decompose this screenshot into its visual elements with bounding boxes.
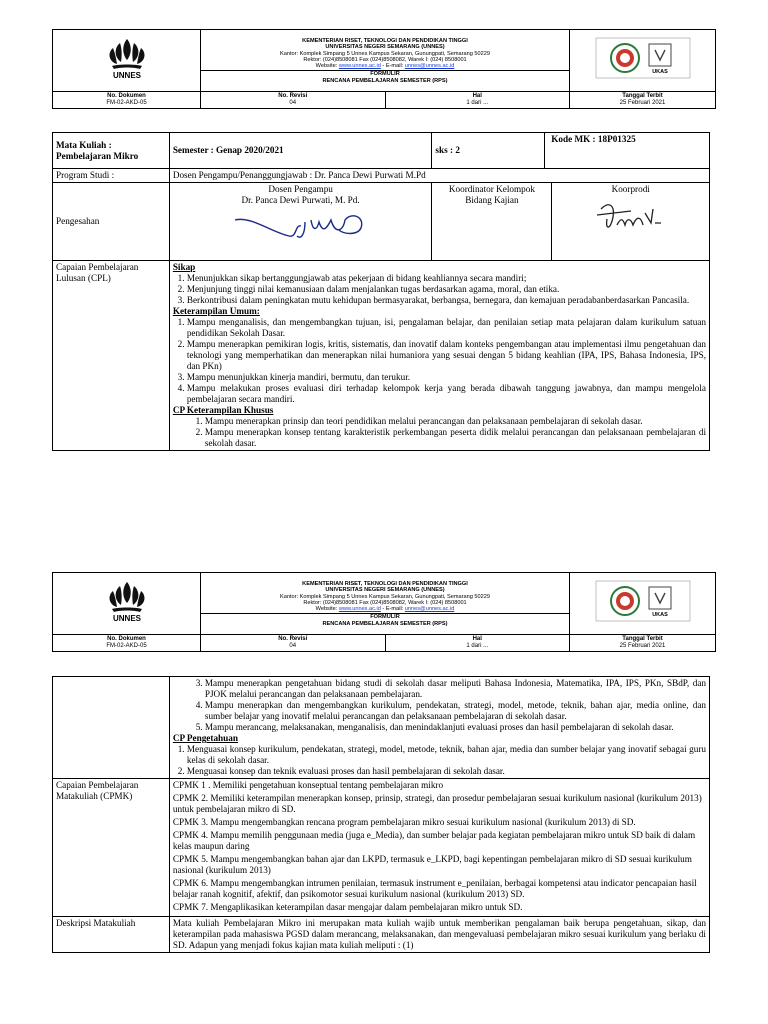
- deskripsi-content: Mata kuliah Pembelajaran Mikro ini merupakan mata kuliah wajib untuk memberikan pengalaman baik berupa pengetahuan, sikap, dan keterampilan pada mahasiswa PGSD dalam merancang, melaksanakan, dan mengevaluasi pembelajaran mikro sesuai kurikulum yang berlaku di SD. Adapun yang menjadi fokus kajian mata kuliah meliputi : (1): [169, 917, 709, 953]
- revision-value: 04: [289, 643, 297, 649]
- study-program-label: Program Studi :: [53, 169, 170, 183]
- lecturer-line: Dosen Pengampu/Penanggungjawab : Dr. Panca Dewi Purwati M.Pd: [169, 169, 709, 183]
- form-title: RENCANA PEMBELAJARAN SEMESTER (RPS): [322, 77, 448, 84]
- unnes-logo-icon: [100, 579, 154, 623]
- unnes-logo-icon: [100, 36, 154, 80]
- empty-label-cell: [53, 677, 170, 779]
- certification-logos: [570, 573, 716, 635]
- list-item: 3. Berkontribusi dalam peningkatan mutu kehidupan bermasyarakat, berbangsa, bernegara, dan kemajuan peradabanberdasarkan Pancasila.: [187, 295, 706, 306]
- list-item: 1. Menguasai konsep kurikulum, pendekatan, strategi, model, metode, teknik, bahan ajar, media dan sumber belajar yang inovatif sebagai guru kelas di sekolah dasar.: [187, 744, 706, 766]
- university-logo: [53, 30, 201, 92]
- document-header: [52, 29, 716, 109]
- lecturer-role: Dosen Pengampu: [268, 184, 333, 194]
- cpl-content: [169, 261, 709, 451]
- institution-info: [201, 573, 570, 635]
- doc-no-label: No. Dokumen: [107, 636, 146, 642]
- koorprodi-cell: [552, 183, 709, 260]
- list-item: 3. Mampu menerapkan pengetahuan bidang studi di sekolah dasar meliputi Bahasa Indonesia, Matematika, IPA, IPS, PKn, SBdP, dan PJOK melalui perancangan dan pelaksanaan pembelajaran.: [205, 678, 706, 700]
- course-code-cell: Kode MK : 18P01325: [545, 133, 710, 169]
- cpmk-item: CPMK 3. Mampu mengembangkan rencana program pembelajaran mikro sesuai kurikulum nasional (kurikulum 2013) di SD.: [172, 817, 636, 827]
- university-name: UNIVERSITAS NEGERI SEMARANG (UNNES): [325, 587, 445, 594]
- iso-ukas-certificate-icon: [595, 579, 691, 623]
- doc-no-label: No. Dokumen: [107, 93, 146, 99]
- certification-logos: [570, 30, 716, 92]
- sks-cell: sks : 2: [432, 133, 545, 169]
- cpmk-item: CPMK 1 . Memiliki pengetahuan konseptual tentang pembelajaran mikro: [172, 780, 444, 790]
- date-value: 25 Februari 2021: [619, 643, 666, 649]
- iso-ukas-certificate-icon: [595, 36, 691, 80]
- cpmk-item: CPMK 6. Mampu mengembangkan intrumen penilaian, termasuk instrument e_penilaian, berbagai kompetensi atau indicator pencapaian hasil belajar ranah kognitif, afektif, dan psikomotor sesuai kurikulum nasional (kurikulum 2013) SD.: [172, 878, 697, 899]
- email-prefix: - E-mail:: [380, 606, 405, 613]
- pengetahuan-title: CP Pengetahuan: [172, 733, 238, 743]
- website-link[interactable]: www.unnes.ac.id: [338, 63, 381, 70]
- semester-cell: Semester : Genap 2020/2021: [169, 133, 432, 169]
- cpl-label: Capaian Pembelajaran Lulusan (CPL): [53, 261, 170, 451]
- lecturer-name: Dr. Panca Dewi Purwati, M. Pd.: [241, 195, 360, 205]
- email-link[interactable]: unnes@unnes.ac.id: [404, 606, 455, 613]
- list-item: 5. Mampu merancang, melaksanakan, menganalisis, dan menindaklanjuti evaluasi proses dan hasil pembelajaran di sekolah dasar.: [205, 722, 706, 733]
- list-item: 1. Mampu menganalisis, dan mengembangkan tujuan, isi, pengalaman belajar, dan penilaian setiap mata pelajaran dalam kurikulum satuan pendidikan Sekolah Dasar.: [187, 317, 706, 339]
- office-address: Kantor: Komplek Simpang 5 Unnes Kampus Sekaran, Gunungpati, Semarang 50229: [280, 593, 490, 600]
- lecturer-signature-icon: [231, 206, 371, 244]
- email-prefix: - E-mail:: [380, 63, 405, 70]
- office-address: Kantor: Komplek Simpang 5 Unnes Kampus Sekaran, Gunungpati, Semarang 50229: [280, 50, 490, 57]
- ministry-name: KEMENTERIAN RISET, TEKNOLOGI DAN PENDIDIKAN TINGGI: [302, 37, 468, 44]
- rps-table-page2: [52, 676, 710, 953]
- page-value: 1 dari ...: [466, 643, 489, 649]
- revision-value: 04: [289, 100, 297, 106]
- university-name: UNIVERSITAS NEGERI SEMARANG (UNNES): [325, 44, 445, 51]
- cpmk-item: CPMK 7. Mengaplikasikan keterampilan dasar mengajar dalam pembelajaran mikro untuk SD.: [172, 902, 523, 912]
- website-prefix: Website:: [315, 606, 339, 613]
- revision-label: No. Revisi: [278, 93, 308, 99]
- list-item: 2. Menguasai konsep dan teknik evaluasi proses dan hasil pembelajaran di sekolah dasar.: [187, 766, 706, 777]
- cpl-continued: [169, 677, 709, 779]
- kk-list: [173, 416, 706, 449]
- date-value: 25 Februari 2021: [619, 100, 666, 106]
- course-name-cell: [53, 133, 170, 169]
- cpmk-label: Capaian Pembelajaran Matakuliah (CPMK): [53, 779, 170, 917]
- kk-title: CP Keterampilan Khusus: [172, 405, 274, 415]
- cpmk-item: CPMK 2. Memiliki keterampilan menerapkan konsep, prinsip, strategi, dan prosedur pembelajaran sesuai kurikulum nasional (kurikulum 2013) untuk pembelajaran mikro di SD.: [172, 793, 702, 814]
- date-label: Tanggal Terbit: [622, 93, 663, 99]
- cpmk-content: [169, 779, 709, 917]
- doc-no-value: FM-02-AKD-05: [106, 100, 147, 106]
- pengetahuan-list: [173, 744, 706, 777]
- page-value: 1 dari ...: [466, 100, 489, 106]
- svg-text:UNNES: UNNES: [112, 614, 141, 623]
- coordinator-label: Koordinator Kelompok Bidang Kajian: [432, 183, 552, 260]
- list-item: 2. Mampu menerapkan konsep tentang karakteristik perkembangan peserta didik melalui perancangan dan pelaksanaan pembelajaran di sekolah dasar.: [205, 427, 706, 449]
- sikap-title: Sikap: [172, 262, 196, 272]
- koorprodi-label: Koorprodi: [611, 184, 650, 194]
- lecturer-signature-cell: [169, 183, 432, 261]
- form-label: FORMULIR: [370, 614, 400, 621]
- form-label: FORMULIR: [370, 71, 400, 78]
- ku-title: Keterampilan Umum:: [172, 306, 260, 316]
- website-prefix: Website:: [315, 63, 339, 70]
- list-item: 1. Menunjukkan sikap bertanggungjawab atas pekerjaan di bidang keahliannya secara mandiri;: [187, 273, 706, 284]
- document-header-page2: [52, 572, 716, 652]
- ministry-name: KEMENTERIAN RISET, TEKNOLOGI DAN PENDIDIKAN TINGGI: [302, 580, 468, 587]
- form-title: RENCANA PEMBELAJARAN SEMESTER (RPS): [322, 620, 448, 627]
- deskripsi-label: Deskripsi Matakuliah: [53, 917, 170, 953]
- course-label: Mata Kuliah :: [56, 139, 112, 150]
- sikap-list: [173, 273, 706, 306]
- kk-list-continued: [173, 678, 706, 733]
- svg-text:UNNES: UNNES: [112, 71, 141, 80]
- list-item: 2. Menjunjung tinggi nilai kemanusiaan dalam menjalankan tugas berdasarkan agama, moral, dan etika.: [187, 284, 706, 295]
- approval-label: Pengesahan: [53, 183, 170, 261]
- rps-table-page1: [52, 132, 710, 451]
- list-item: 3. Mampu menunjukkan kinerja mandiri, bermutu, dan terukur.: [187, 372, 706, 383]
- coordinator-cell: [432, 183, 710, 261]
- course-name: Pembelajaran Mikro: [56, 150, 139, 161]
- koorprodi-signature-icon: [591, 195, 671, 239]
- list-item: 2. Mampu menerapkan pemikiran logis, kritis, sistematis, dan inovatif dalam konteks pengembangan atau implementasi ilmu pengetahuan dan teknologi yang memperhatikan dan menerapkan nilai humaniora yang sesuai dengan 5 bidang keahlian (IPA, IPS, Bahasa Indonesia, IPS, dan PKn): [187, 339, 706, 372]
- date-label: Tanggal Terbit: [622, 636, 663, 642]
- cpmk-item: CPMK 4. Mampu memilih penggunaan media (juga e_Media), dan sumber belajar pada kegiatan pembelajaran mikro untuk SD baik di dalam kelas maupun daring: [172, 830, 696, 851]
- list-item: 4. Mampu melakukan proses evaluasi diri terhadap kelompok kerja yang berada dibawah tanggung jawabnya, dan mampu mengelola pembelajaran secara mandiri.: [187, 383, 706, 405]
- page-label: Hal: [472, 93, 482, 99]
- phone-info: Rektor: (024)8508081 Fax (024)8508082, Warek I: (024) 8508001: [303, 599, 467, 606]
- cpmk-item: CPMK 5. Mampu mengembangkan bahan ajar dan LKPD, termasuk e_LKPD, bagi kepentingan pembelajaran mikro di SD sesuai kurikulum nasional (kurikulum 2013): [172, 854, 692, 875]
- institution-info: [201, 30, 570, 92]
- list-item: 4. Mampu menerapkan dan mengembangkan kurikulum, pendekatan, strategi, model, metode, teknik, bahan ajar, media online, dan sumber belajar yang inovatif melalui perancangan dan pelaksanaan pembelajaran di sekolah dasar.: [205, 700, 706, 722]
- page-label: Hal: [472, 636, 482, 642]
- website-link[interactable]: www.unnes.ac.id: [338, 606, 381, 613]
- doc-no-value: FM-02-AKD-05: [106, 643, 147, 649]
- university-logo: [53, 573, 201, 635]
- phone-info: Rektor: (024)8508081 Fax (024)8508082, Warek I: (024) 8508001: [303, 56, 467, 63]
- revision-label: No. Revisi: [278, 636, 308, 642]
- email-link[interactable]: unnes@unnes.ac.id: [404, 63, 455, 70]
- svg-text:UKAS: UKAS: [651, 69, 668, 75]
- svg-text:UKAS: UKAS: [651, 612, 668, 618]
- ku-list: [173, 317, 706, 405]
- list-item: 1. Mampu menerapkan prinsip dan teori pendidikan melalui perancangan dan pelaksanaan pembelajaran di sekolah dasar.: [205, 416, 706, 427]
